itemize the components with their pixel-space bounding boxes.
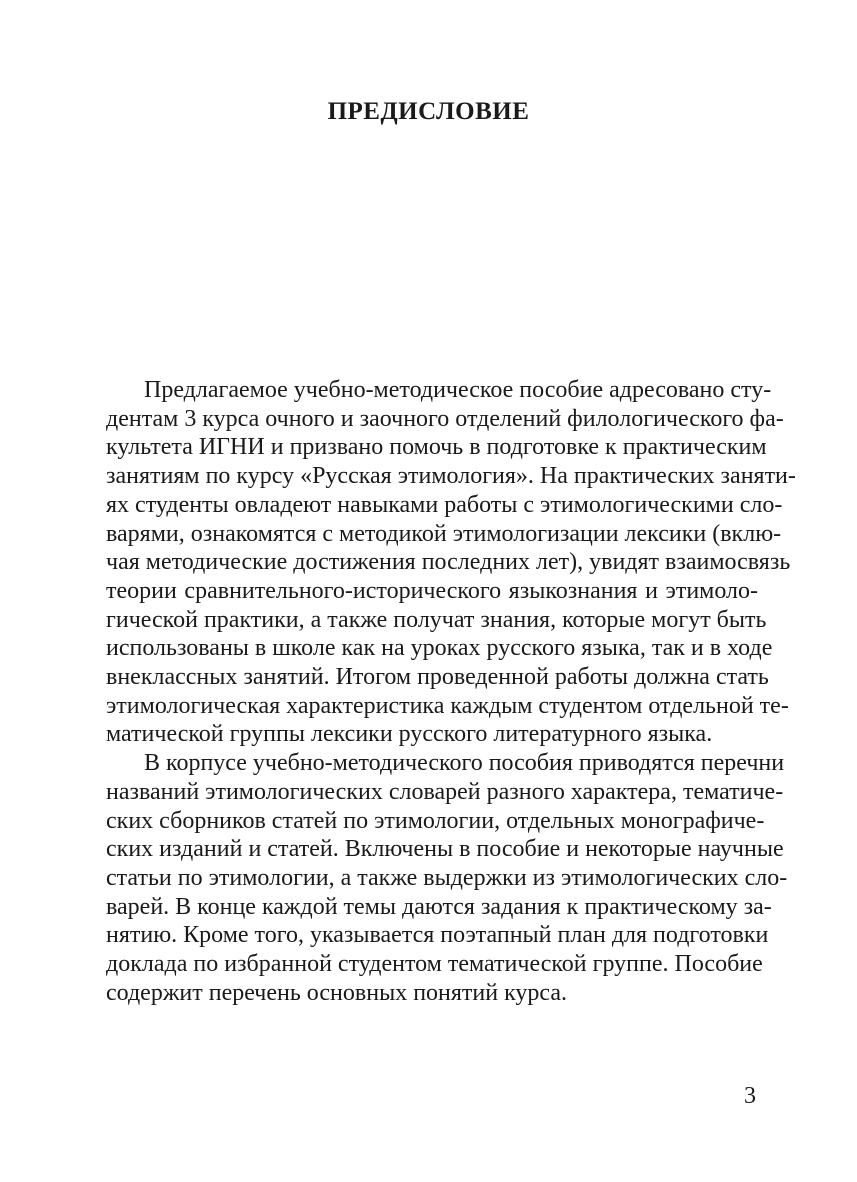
text-line: ских изданий и статей. Включены в пособие и некоторые научные [106,836,784,863]
text-line: ях студенты овладеют навыками работы с этимологическими сло- [106,491,783,518]
text-line: варей. В конце каждой темы даются задания к практическому за- [106,893,772,920]
page-title: ПРЕДИСЛОВИЕ [327,98,530,125]
page-number: 3 [744,1083,756,1109]
text-line: внеклассных занятий. Итогом проведенной работы должна стать [106,664,769,691]
text-line: чая методические достижения последних лет), увидят взаимосвязь [106,549,791,576]
text-line: нятию. Кроме того, указывается поэтапный план для подготовки [106,922,769,949]
paragraph-2 [106,749,788,1007]
text-line: ских сборников статей по этимологии, отдельных монографиче- [106,807,765,834]
text-line: содержит перечень основных понятий курса. [106,979,568,1006]
text-line: доклада по избранной студентом тематической группе. Пособие [106,951,763,978]
text-line: В корпусе учебно-методического пособия приводятся перечни [144,750,785,777]
text-line: названий этимологических словарей разного характера, тематиче- [106,778,784,805]
text-line: культета ИГНИ и призвано помочь в подготовке к практическим [106,434,767,461]
text-line: дентам 3 курса очного и заочного отделений филологического фа- [106,405,784,432]
paragraph-1 [106,376,796,749]
body-text [106,376,796,1007]
text-line: занятиям по курсу «Русская этимология». На практических заняти- [106,463,796,490]
text-line: этимологическая характеристика каждым студентом отдельной те- [106,692,789,719]
text-line: варями, ознакомятся с методикой этимологизации лексики (вклю- [106,520,782,547]
text-line: статьи по этимологии, а также выдержки из этимологических сло- [106,864,788,891]
text-line: Предлагаемое учебно-методическое пособие адресовано сту- [144,377,772,403]
text-line: использованы в школе как на уроках русского языка, так и в ходе [106,635,773,662]
text-line: теории сравнительного-исторического языкознания и этимоло- [106,577,758,604]
text-line: гической практики, а также получат знания, которые могут быть [106,606,767,633]
text-line: матической группы лексики русского литературного языка. [106,721,713,748]
